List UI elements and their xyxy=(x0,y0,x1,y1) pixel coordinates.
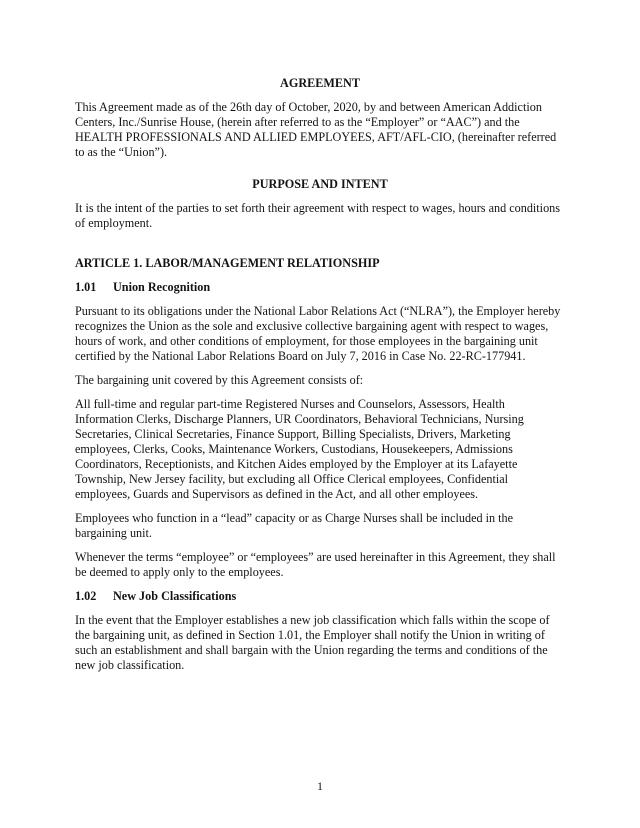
document-title: AGREEMENT xyxy=(280,76,360,90)
article-1-heading: ARTICLE 1. LABOR/MANAGEMENT RELATIONSHIP xyxy=(75,256,380,270)
section-1-02-title: New Job Classifications xyxy=(113,589,237,603)
section-1-01-paragraph: The bargaining unit covered by this Agreement consists of: xyxy=(75,373,364,387)
purpose-paragraph: It is the intent of the parties to set forth their agreement with respect to wages, hours and conditions of employment. xyxy=(75,201,561,230)
purpose-heading: PURPOSE AND INTENT xyxy=(252,177,388,191)
document-body xyxy=(75,76,565,682)
section-1-02-number: 1.02 xyxy=(75,589,97,603)
section-1-01-title: Union Recognition xyxy=(113,280,211,294)
section-1-01-heading xyxy=(75,280,565,295)
section-1-02-paragraph: In the event that the Employer establishes a new job classification which falls within the scope of the bargaining unit, as defined in Section 1.01, the Employer shall notify the Union in writing of such an establishment and shall bargain with the Union regarding the terms and conditions of the new job classification. xyxy=(75,613,550,672)
section-1-02-heading xyxy=(75,589,565,604)
intro-paragraph: This Agreement made as of the 26th day of October, 2020, by and between American Addiction Centers, Inc./Sunrise House, (herein after referred to as the “Employer” or “AAC”) and the HEALTH PROFESSIONALS AND ALLIED EMPLOYEES, AFT/AFL-CIO, (hereinafter referred to as the “Union”). xyxy=(75,100,557,159)
section-1-01-number: 1.01 xyxy=(75,280,97,294)
section-1-01-paragraph: Employees who function in a “lead” capacity or as Charge Nurses shall be included in the bargaining unit. xyxy=(75,511,514,540)
page-number: 1 xyxy=(317,779,323,793)
section-1-01-paragraph: All full-time and regular part-time Registered Nurses and Counselors, Assessors, Health Information Clerks, Discharge Planners, UR Coordinators, Behavioral Technicians, Nursing Secretaries, Clinical Secretaries, Finance Support, Billing Specialists, Drivers, Marketing employees, Clerks, Cooks, Maintenance Workers, Custodians, Housekeepers, Admissions Coordinators, Receptionists, and Kitchen Aides employed by the Employer at its Lafayette Township, New Jersey facility, but excluding all Office Clerical employees, Confidential employees, Guards and Supervisors as defined in the Act, and all other employees. xyxy=(75,397,524,501)
section-1-01-paragraph: Whenever the terms “employee” or “employees” are used hereinafter in this Agreement, they shall be deemed to apply only to the employees. xyxy=(75,550,556,579)
section-1-01-paragraph: Pursuant to its obligations under the National Labor Relations Act (“NLRA”), the Employer hereby recognizes the Union as the sole and exclusive collective bargaining agent with respect to wages, hours of work, and other conditions of employment, for those employees in the bargaining unit certified by the National Labor Relations Board on July 7, 2016 in Case No. 22-RC-177941. xyxy=(75,304,561,363)
